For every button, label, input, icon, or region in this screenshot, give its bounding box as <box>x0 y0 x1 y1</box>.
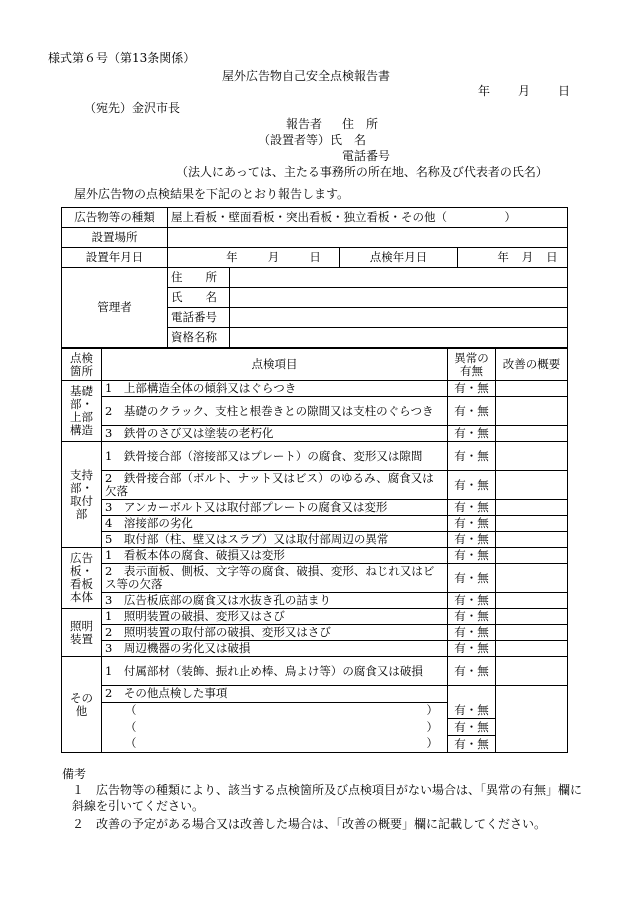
abnormality-mark[interactable]: 有・無 <box>448 657 496 686</box>
manager-phone-label: 電話番号 <box>168 308 230 328</box>
abnormality-mark[interactable]: 有・無 <box>448 625 496 641</box>
manager-label: 管理者 <box>62 268 168 348</box>
check-item: 3 広告板底部の腐食又は水抜き孔の詰まり <box>102 593 448 609</box>
abnormality-mark[interactable]: 有・無 <box>448 532 496 548</box>
reporter-label: 報告者 <box>286 117 323 131</box>
abnormality-mark[interactable]: 有・無 <box>448 735 495 752</box>
part-foundation: 基礎部・上部構造 <box>62 381 102 442</box>
check-item: 3 鉄骨のさび又は塗装の老朽化 <box>102 426 448 442</box>
improvement-cell[interactable] <box>496 641 568 657</box>
check-item: 1 看板本体の腐食、破損又は変形 <box>102 548 448 564</box>
col-item-header: 点検項目 <box>102 349 448 381</box>
install-date-label: 設置年月日 <box>62 248 168 268</box>
manager-address-label: 住 所 <box>168 268 230 288</box>
check-item: 2 鉄骨接合部（ボルト、ナット又はビス）のゆるみ、腐食又は欠落 <box>102 471 448 500</box>
abnormality-mark[interactable]: 有・無 <box>448 718 495 735</box>
info-table <box>61 207 568 348</box>
improvement-cell[interactable] <box>496 516 568 532</box>
corporate-note: （法人にあっては、主たる事務所の所在地、名称及び代表者の氏名） <box>176 165 548 179</box>
manager-address-field[interactable] <box>230 268 568 288</box>
col-part-header: 点検箇所 <box>62 349 102 381</box>
notes-title: 備考 <box>62 767 87 781</box>
improvement-cell[interactable] <box>496 657 568 686</box>
abnormality-mark[interactable]: 有・無 <box>448 471 496 500</box>
inspect-date-label: 点検年月日 <box>340 248 458 268</box>
date-day-label: 日 <box>558 84 571 98</box>
check-item: 2 基礎のクラック、支柱と根巻きとの隙間又は支柱のぐらつき <box>102 397 448 426</box>
improvement-cell[interactable] <box>496 532 568 548</box>
reporter-name-label: 氏 名 <box>330 133 367 147</box>
check-item: 1 照明装置の破損、変形又はさび <box>102 609 448 625</box>
type-options[interactable]: 屋上看板・壁面看板・突出看板・独立看板・その他（ ） <box>168 208 568 228</box>
col-improvement-header: 改善の概要 <box>496 349 568 381</box>
intro-text: 屋外広告物の点検結果を下記のとおり報告します。 <box>74 187 350 201</box>
checklist-table <box>61 348 568 753</box>
abnormality-mark[interactable]: 有・無 <box>448 641 496 657</box>
abnormality-mark-group <box>448 686 496 753</box>
abnormality-mark[interactable]: 有・無 <box>448 548 496 564</box>
improvement-cell[interactable] <box>496 625 568 641</box>
improvement-cell[interactable] <box>496 500 568 516</box>
reporter-address-label: 住 所 <box>342 117 379 131</box>
other-item-field[interactable]: （ ） <box>102 719 448 736</box>
manager-qualification-field[interactable] <box>230 328 568 348</box>
check-item: 1 上部構造全体の傾斜又はぐらつき <box>102 381 448 397</box>
check-item: 3 アンカーボルト又は取付部プレートの腐食又は変形 <box>102 500 448 516</box>
improvement-cell[interactable] <box>496 426 568 442</box>
improvement-cell[interactable] <box>496 609 568 625</box>
date-month-label: 月 <box>518 84 531 98</box>
improvement-cell[interactable] <box>496 564 568 593</box>
abnormality-mark[interactable]: 有・無 <box>448 442 496 471</box>
check-item: 4 溶接部の劣化 <box>102 516 448 532</box>
location-field[interactable] <box>168 228 568 248</box>
part-other: その他 <box>62 657 102 753</box>
abnormality-mark[interactable]: 有・無 <box>448 500 496 516</box>
part-signboard: 広告板・看板本体 <box>62 548 102 609</box>
inspect-date-field[interactable]: 年 月 日 <box>458 248 568 268</box>
check-item: 5 取付部（柱、壁又はスラブ）又は取付部周辺の異常 <box>102 532 448 548</box>
check-item: 2 その他点検した事項 <box>102 686 448 703</box>
abnormality-mark[interactable]: 有・無 <box>448 426 496 442</box>
type-label: 広告物等の種類 <box>62 208 168 228</box>
document-title: 屋外広告物自己安全点検報告書 <box>222 69 391 83</box>
abnormality-mark[interactable]: 有・無 <box>454 703 489 717</box>
manager-name-field[interactable] <box>230 288 568 308</box>
other-item-field[interactable]: （ ） <box>102 702 448 719</box>
abnormality-mark[interactable]: 有・無 <box>448 397 496 426</box>
abnormality-mark[interactable]: 有・無 <box>448 564 496 593</box>
check-item: 2 照明装置の取付部の破損、変形又はさび <box>102 625 448 641</box>
part-support: 支持部・取付部 <box>62 442 102 548</box>
reporter-phone-label: 電話番号 <box>342 149 391 163</box>
other-item-field[interactable]: （ ） <box>102 736 448 753</box>
manager-qualification-label: 資格名称 <box>168 328 230 348</box>
col-abnormality-header: 異常の有無 <box>448 349 496 381</box>
improvement-cell[interactable] <box>496 442 568 471</box>
form-number: 様式第６号（第13条関係） <box>48 51 196 65</box>
check-item: 1 鉄骨接合部（溶接部又はプレート）の腐食、変形又は隙間 <box>102 442 448 471</box>
improvement-cell[interactable] <box>496 686 568 753</box>
improvement-cell[interactable] <box>496 381 568 397</box>
improvement-cell[interactable] <box>496 471 568 500</box>
abnormality-mark[interactable]: 有・無 <box>448 609 496 625</box>
improvement-cell[interactable] <box>496 593 568 609</box>
note-1: １ 広告物等の種類により、該当する点検箇所及び点検項目がない場合は、「異常の有無」欄に斜線を引いてください。 <box>72 783 583 813</box>
improvement-cell[interactable] <box>496 548 568 564</box>
note-2: ２ 改善の予定がある場合又は改善した場合は、「改善の概要」欄に記載してください。 <box>72 817 547 831</box>
abnormality-mark[interactable]: 有・無 <box>448 593 496 609</box>
manager-name-label: 氏 名 <box>168 288 230 308</box>
check-item: 1 付属部材（装飾、振れ止め棒、鳥よけ等）の腐食又は破損 <box>102 657 448 686</box>
check-item: 3 周辺機器の劣化又は破損 <box>102 641 448 657</box>
improvement-cell[interactable] <box>496 397 568 426</box>
manager-phone-field[interactable] <box>230 308 568 328</box>
abnormality-mark[interactable]: 有・無 <box>448 381 496 397</box>
install-date-field[interactable]: 年 月 日 <box>168 248 340 268</box>
date-year-label: 年 <box>478 84 491 98</box>
location-label: 設置場所 <box>62 228 168 248</box>
check-item: 2 表示面板、側板、文字等の腐食、破損、変形、ねじれ又はビス等の欠落 <box>102 564 448 593</box>
abnormality-mark[interactable]: 有・無 <box>448 516 496 532</box>
part-lighting: 照明装置 <box>62 609 102 657</box>
installer-label: （設置者等） <box>258 133 331 147</box>
addressee: （宛先）金沢市長 <box>84 101 181 115</box>
